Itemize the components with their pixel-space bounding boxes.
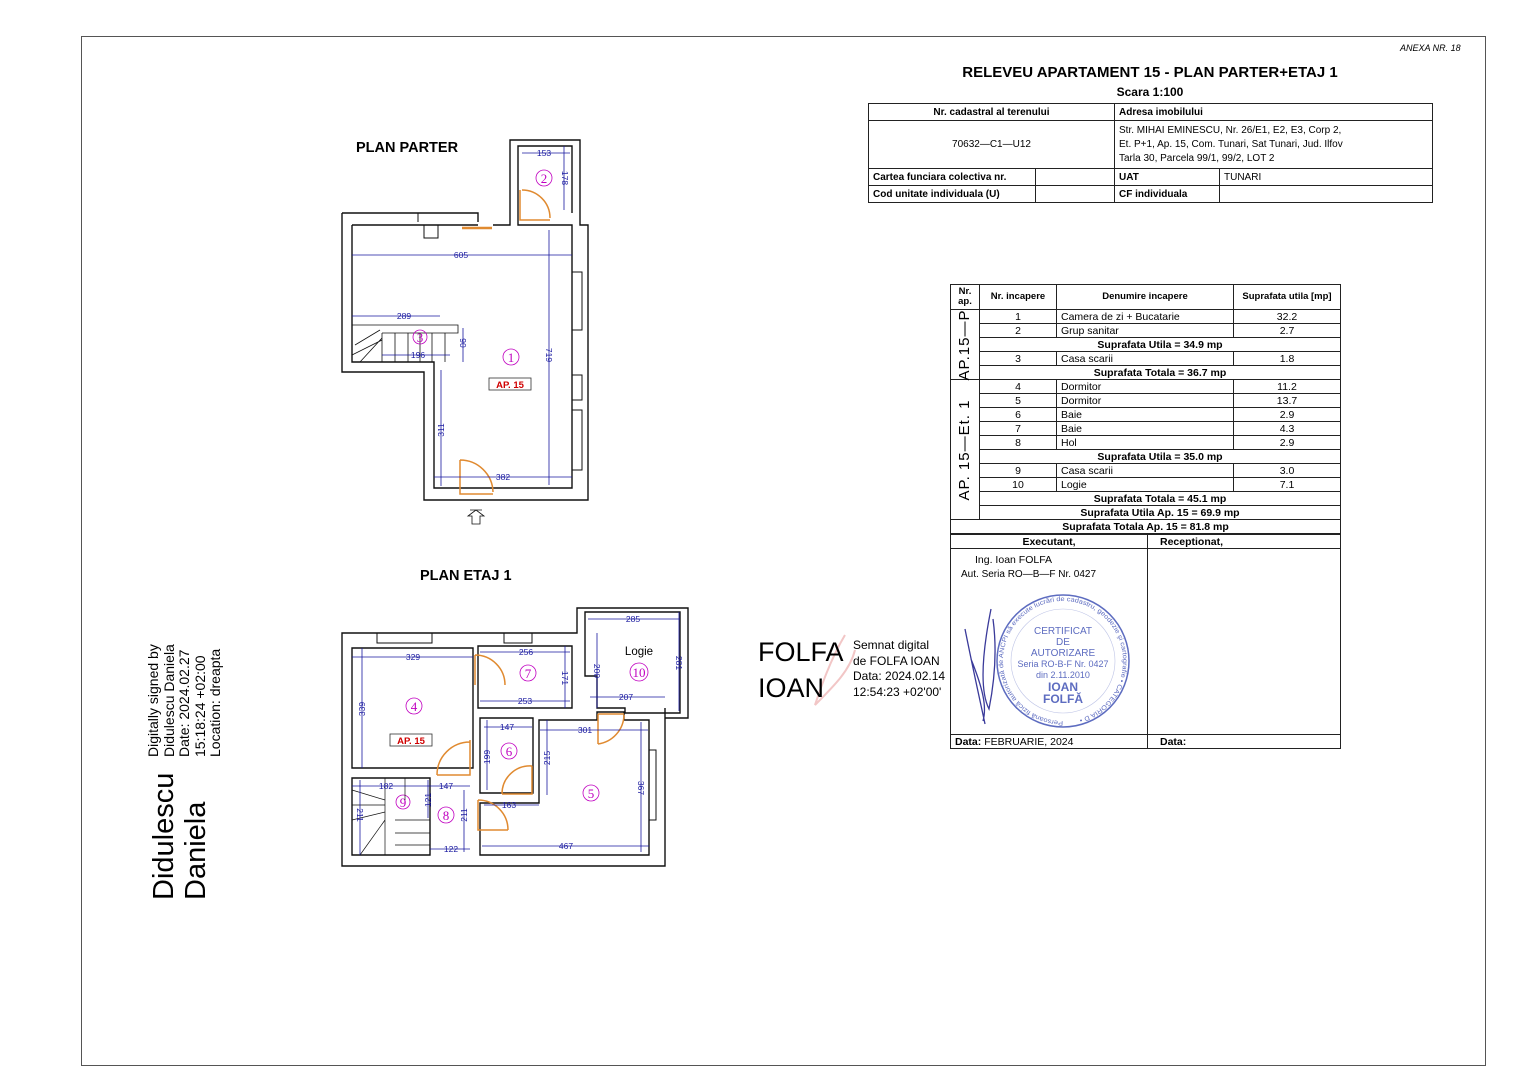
dimension-label: 196 — [410, 350, 426, 360]
room-nr: 2 — [980, 324, 1057, 338]
room-name: Logie — [1057, 478, 1234, 492]
room-nr: 3 — [980, 352, 1057, 366]
address-line: Et. P+1, Ap. 15, Com. Tunari, Sat Tunari, Jud. Ilfov — [1119, 138, 1343, 150]
room-name: Dormitor — [1057, 380, 1234, 394]
dimension-label: 199 — [482, 749, 492, 765]
dimension-label: 329 — [405, 652, 421, 662]
dimension-label: 301 — [577, 725, 593, 735]
group-label-parter: AP.15—P — [951, 310, 980, 380]
svg-text:DE: DE — [1056, 637, 1070, 648]
dimension-label: 281 — [674, 655, 684, 671]
address-header: Adresa imobilului — [1115, 104, 1433, 121]
dimension-label: 147 — [438, 781, 454, 791]
dimension-label: 171 — [560, 670, 570, 686]
dimension-label: 467 — [558, 841, 574, 851]
executant-label: Executant, — [951, 535, 1148, 549]
room-area: 2.9 — [1234, 408, 1341, 422]
address-line: Tarla 30, Parcela 99/1, 99/2, LOT 2 — [1119, 152, 1275, 164]
dimension-label: 605 — [453, 250, 469, 260]
room-area: 13.7 — [1234, 394, 1341, 408]
dimension-label: 311 — [436, 423, 446, 437]
room-area: 1.8 — [1234, 352, 1341, 366]
group-label-etaj: AP. 15—Et. 1 — [951, 380, 980, 520]
subtotal-row: Suprafata Utila = 34.9 mp — [980, 338, 1341, 352]
address-line: Str. MIHAI EMINESCU, Nr. 26/E1, E2, E3, Corp 2, — [1119, 124, 1342, 136]
room-nr: 1 — [980, 310, 1057, 324]
dimension-label: 182 — [378, 781, 394, 791]
total-useful-row: Suprafata Utila Ap. 15 = 69.9 mp — [980, 506, 1341, 520]
digital-signature-details: Semnat digital de FOLFA IOAN Data: 2024.02.14 12:54:23 +02'00' — [853, 638, 946, 699]
total-area-row: Suprafata Totala Ap. 15 = 81.8 mp — [951, 520, 1341, 534]
room-number: 1 — [507, 350, 515, 365]
room-number: 2 — [540, 171, 548, 186]
room-number: 7 — [524, 666, 532, 681]
room-nr: 6 — [980, 408, 1057, 422]
scale-label: Scara 1:100 — [1116, 85, 1184, 99]
cf-collective-label: Cartea funciara colectiva nr. — [869, 169, 1036, 186]
dimension-label: 163 — [501, 800, 517, 810]
dimension-label: 256 — [518, 647, 534, 657]
room-number: 9 — [399, 795, 407, 810]
room-area: 11.2 — [1234, 380, 1341, 394]
room-nr: 7 — [980, 422, 1057, 436]
room-area: 2.9 — [1234, 436, 1341, 450]
annex-number: ANEXA NR. 18 — [1400, 43, 1461, 53]
header-room-name: Denumire incapere — [1057, 285, 1234, 310]
room-name: Baie — [1057, 422, 1234, 436]
room-nr: 8 — [980, 436, 1057, 450]
svg-text:AUTORIZARE: AUTORIZARE — [1030, 648, 1096, 659]
cf-individual-label: CF individuala — [1115, 186, 1220, 203]
dimension-label: 211 — [355, 808, 365, 822]
header-ap: Nr. ap. — [951, 285, 980, 310]
room-number: 5 — [587, 786, 595, 801]
room-area: 2.7 — [1234, 324, 1341, 338]
cadastral-number: 70632—C1—U12 — [869, 121, 1115, 169]
digital-signature-name: FOLFA IOAN — [758, 637, 844, 703]
plan-parter-title: PLAN PARTER — [356, 140, 459, 156]
subtotal-row: Suprafata Utila = 35.0 mp — [980, 450, 1341, 464]
room-nr: 10 — [980, 478, 1057, 492]
room-name: Casa scarii — [1057, 464, 1234, 478]
svg-text:IOAN: IOAN — [1048, 680, 1078, 694]
dimension-label: 122 — [443, 844, 459, 854]
uat-label: UAT — [1115, 169, 1220, 186]
dimension-label: 207 — [618, 692, 634, 702]
room-number: 10 — [632, 665, 646, 680]
dimension-label: 147 — [499, 722, 515, 732]
dimension-label: 121 — [423, 792, 433, 808]
apartment-label: AP. 15 — [496, 380, 524, 391]
plan-parter — [342, 140, 588, 524]
room-area: 3.0 — [1234, 464, 1341, 478]
header-area: Suprafata utila [mp] — [1234, 285, 1341, 310]
dimension-label: 178 — [560, 170, 570, 186]
svg-text:Seria RO-B-F Nr. 0427: Seria RO-B-F Nr. 0427 — [1017, 659, 1109, 669]
dimension-label: 285 — [625, 614, 641, 624]
engineer-name: Ing. Ioan FOLFA — [975, 554, 1053, 566]
dimension-label: 367 — [636, 780, 646, 796]
room-name: Casa scarii — [1057, 352, 1234, 366]
receptionat-date: Data: — [1148, 735, 1341, 749]
room-name: Baie — [1057, 408, 1234, 422]
dimension-label: 90 — [458, 338, 468, 348]
header-room-nr: Nr. incapere — [980, 285, 1057, 310]
page-title: RELEVEU APARTAMENT 15 - PLAN PARTER+ETAJ 1 — [962, 64, 1338, 81]
stamp-ring-text: Persoană fizică autorizată de ANCPI să execute lucrări de cadastru, geodezie şi cartografie • CATEGORIA D • — [997, 595, 1129, 727]
dimension-label: 253 — [517, 696, 533, 706]
svg-text:CERTIFICAT: CERTIFICAT — [1034, 626, 1092, 637]
room-name: Hol — [1057, 436, 1234, 450]
subtotal-row: Suprafata Totala = 45.1 mp — [980, 492, 1341, 506]
room-number: 4 — [410, 699, 418, 714]
room-nr: 9 — [980, 464, 1057, 478]
entrance-arrow-icon — [468, 510, 484, 524]
digital-signature-details-didulescu: Digitally signed by Didulescu Daniela Date: 2024.02.27 15:18:24 +02:00 Location: dreapta — [145, 644, 223, 757]
dimension-label: 200 — [592, 663, 602, 679]
room-area: 4.3 — [1234, 422, 1341, 436]
room-area: 32.2 — [1234, 310, 1341, 324]
outer-walls — [342, 140, 588, 500]
room-number: 6 — [505, 744, 513, 759]
dimension-label: 719 — [544, 347, 554, 363]
executant-date: Data: FEBRUARIE, 2024 — [951, 735, 1148, 749]
plan-etaj-title: PLAN ETAJ 1 — [420, 568, 512, 584]
room-number: 3 — [416, 330, 424, 345]
receptionat-label: Receptionat, — [1148, 535, 1341, 549]
room-name: Camera de zi + Bucatarie — [1057, 310, 1234, 324]
digital-signature-name-didulescu: Didulescu Daniela — [148, 772, 212, 900]
authorization-number: Aut. Seria RO—B—F Nr. 0427 — [961, 569, 1097, 580]
dimension-label: 215 — [542, 750, 552, 766]
dimension-label: 339 — [357, 701, 367, 717]
room-nr: 5 — [980, 394, 1057, 408]
unit-code-label: Cod unitate individuala (U) — [869, 186, 1036, 203]
room-name: Grup sanitar — [1057, 324, 1234, 338]
logie-label: Logie — [624, 646, 654, 658]
dimension-label: 211 — [459, 808, 469, 822]
subtotal-row: Suprafata Totala = 36.7 mp — [980, 366, 1341, 380]
uat-value: TUNARI — [1220, 169, 1433, 186]
room-name: Dormitor — [1057, 394, 1234, 408]
cadastral-header: Nr. cadastral al terenului — [869, 104, 1115, 121]
svg-text:din 2.11.2010: din 2.11.2010 — [1036, 670, 1090, 680]
svg-text:FOLFĂ: FOLFĂ — [1043, 692, 1083, 706]
room-number: 8 — [442, 808, 450, 823]
dimension-label: 289 — [396, 311, 412, 321]
room-nr: 4 — [980, 380, 1057, 394]
dimension-label: 382 — [495, 472, 511, 482]
room-area: 7.1 — [1234, 478, 1341, 492]
inner-walls — [352, 146, 572, 488]
dimension-label: 153 — [536, 148, 552, 158]
apartment-label: AP. 15 — [397, 736, 425, 747]
